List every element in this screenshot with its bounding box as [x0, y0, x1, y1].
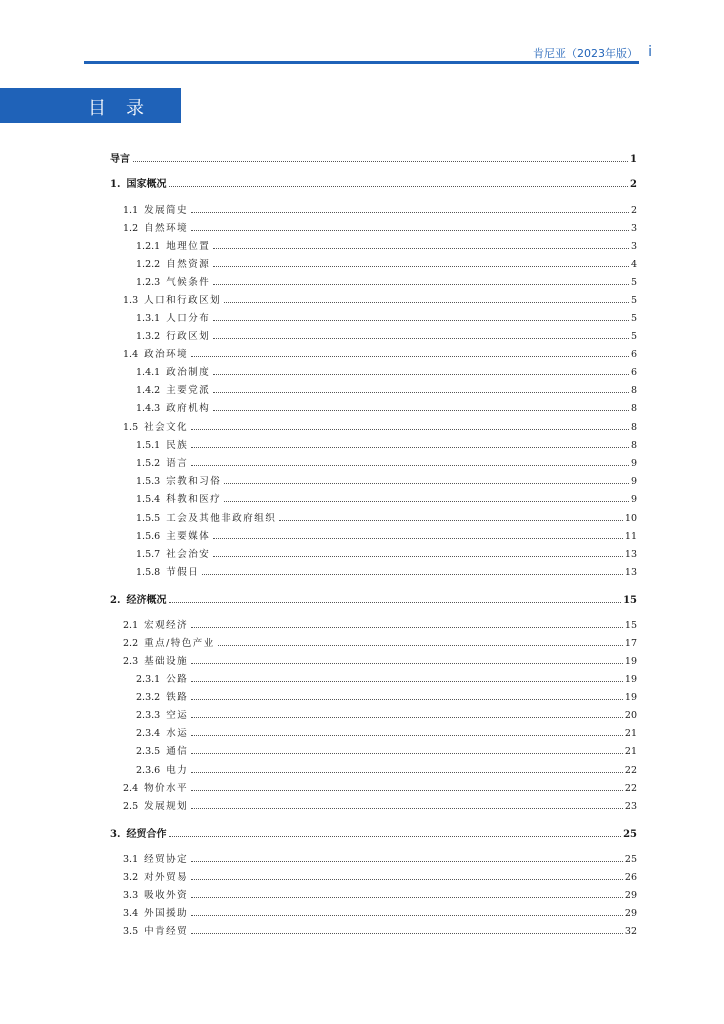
toc-entry[interactable]	[123, 798, 637, 812]
toc-entry-number: 2.3.1	[136, 674, 161, 685]
dot-leader	[191, 356, 629, 357]
toc-entry-number: 1.5.3	[136, 476, 161, 487]
toc-entry-label	[136, 256, 211, 270]
toc-entry-number: 1.2.3	[136, 277, 161, 288]
toc-entry-label	[136, 707, 189, 721]
toc-entry-page: 9	[630, 458, 637, 469]
dot-leader	[191, 861, 623, 862]
toc-entry-page: 32	[624, 926, 637, 937]
toc-entry-page: 15	[624, 620, 637, 631]
toc-entry-label	[110, 825, 167, 840]
toc-entry-page: 11	[624, 531, 637, 542]
toc-entry-number: 3.4	[123, 908, 139, 919]
toc-entry[interactable]	[136, 274, 637, 288]
toc-entry-number: 1.4.1	[136, 367, 161, 378]
dot-leader	[191, 681, 623, 682]
dot-leader	[191, 735, 623, 736]
toc-entry-number: 1.5	[123, 422, 139, 433]
toc-entry[interactable]	[136, 510, 637, 524]
toc-entry-label	[110, 175, 167, 190]
toc-entry[interactable]	[136, 546, 637, 560]
toc-entry[interactable]	[136, 256, 637, 270]
dot-leader	[213, 374, 629, 375]
toc-entry-number: 1.2.1	[136, 241, 161, 252]
toc-entry-number: 2.3.2	[136, 692, 161, 703]
toc-entry[interactable]	[136, 491, 637, 505]
toc-entry[interactable]	[136, 310, 637, 324]
toc-entry[interactable]	[110, 592, 637, 606]
toc-entry-title: 语言	[166, 458, 189, 469]
toc-entry-title: 宗教和习俗	[166, 476, 222, 487]
toc-entry-title: 经贸协定	[144, 854, 189, 865]
toc-entry-number: 2.	[110, 595, 121, 606]
toc-entry-title: 发展规划	[144, 801, 189, 812]
running-header-page-number: i	[648, 44, 652, 60]
toc-entry-label	[136, 382, 211, 396]
toc-entry-label	[136, 725, 189, 739]
toc-entry-title: 工会及其他非政府组织	[166, 513, 277, 524]
dot-leader	[213, 338, 629, 339]
toc-entry[interactable]	[136, 328, 637, 342]
toc-entry-page: 10	[624, 513, 637, 524]
dot-leader	[213, 538, 623, 539]
toc-entry-page: 25	[624, 854, 637, 865]
toc-entry-label	[136, 546, 211, 560]
dot-leader	[191, 699, 623, 700]
toc-entry-title: 导言	[110, 154, 130, 165]
toc-entry-number: 2.2	[123, 638, 139, 649]
toc-entry-title: 外国援助	[144, 908, 189, 919]
toc-entry-page: 5	[630, 295, 637, 306]
dot-leader	[213, 284, 629, 285]
toc-entry-page: 20	[624, 710, 637, 721]
dot-leader	[191, 627, 623, 628]
toc-entry-label	[136, 564, 200, 578]
toc-entry[interactable]	[123, 220, 637, 234]
toc-entry-number: 2.5	[123, 801, 139, 812]
toc-entry-number: 1.5.4	[136, 494, 161, 505]
toc-entry-label	[136, 671, 189, 685]
toc-entry-label	[110, 591, 167, 606]
dot-leader	[191, 897, 623, 898]
toc-entry-title: 电力	[166, 765, 189, 776]
dot-leader	[213, 248, 629, 249]
toc-entry-label	[136, 455, 189, 469]
toc-entry-page: 26	[624, 872, 637, 883]
toc-entry[interactable]	[136, 238, 637, 252]
toc-entry-number: 2.3.4	[136, 728, 161, 739]
toc-entry-label	[123, 923, 189, 937]
toc-entry-number: 1.5.6	[136, 531, 161, 542]
toc-entry-number: 3.1	[123, 854, 139, 865]
toc-entry-number: 3.3	[123, 890, 139, 901]
dot-leader	[191, 429, 629, 430]
toc-entry-page: 3	[630, 241, 637, 252]
toc-entry-number: 1.2	[123, 223, 139, 234]
dot-leader	[191, 933, 623, 934]
dot-leader	[213, 320, 629, 321]
toc-entry-title: 社会文化	[144, 422, 189, 433]
toc-entry[interactable]	[110, 826, 637, 840]
dot-leader	[133, 161, 628, 162]
toc-entry-title: 主要党派	[166, 385, 211, 396]
toc-entry-title: 政治环境	[144, 349, 189, 360]
toc-entry-number: 1.	[110, 179, 121, 190]
toc-entry-label	[123, 617, 189, 631]
toc-entry-number: 1.2.2	[136, 259, 161, 270]
toc-entry-page: 3	[630, 223, 637, 234]
dot-leader	[191, 790, 623, 791]
toc-entry-label	[123, 202, 189, 216]
toc-entry-number: 1.5.1	[136, 440, 161, 451]
toc-entry-number: 1.5.8	[136, 567, 161, 578]
toc-entry[interactable]	[123, 923, 637, 937]
toc-entry-title: 政治制度	[166, 367, 211, 378]
toc-entry-number: 1.5.5	[136, 513, 161, 524]
dot-leader	[213, 410, 629, 411]
toc-entry-number: 1.5.7	[136, 549, 161, 560]
toc-entry-label	[136, 762, 189, 776]
toc-entry-page: 21	[624, 746, 637, 757]
toc-entry-label	[136, 743, 189, 757]
toc-entry-number: 1.3.1	[136, 313, 161, 324]
toc-entry[interactable]	[123, 851, 637, 865]
toc-entry-number: 2.3.5	[136, 746, 161, 757]
toc-entry[interactable]	[110, 151, 637, 165]
toc-entry-title: 节假日	[166, 567, 200, 578]
toc-entry-number: 3.5	[123, 926, 139, 937]
toc-entry-label	[136, 491, 222, 505]
dot-leader	[224, 501, 629, 502]
toc-entry-label	[123, 346, 189, 360]
running-header-title: 肯尼亚（2023年版）	[533, 47, 638, 60]
toc-entry-page: 5	[630, 313, 637, 324]
toc-entry[interactable]	[123, 202, 637, 216]
toc-entry-title: 经贸合作	[126, 829, 167, 840]
toc-entry-page: 6	[630, 367, 637, 378]
dot-leader	[191, 772, 623, 773]
toc-entry-title: 气候条件	[166, 277, 211, 288]
toc-entry-title: 水运	[166, 728, 189, 739]
toc-entry-title: 行政区划	[166, 331, 211, 342]
toc-entry-number: 1.3	[123, 295, 139, 306]
dot-leader	[191, 915, 623, 916]
toc-entry[interactable]	[123, 869, 637, 883]
dot-leader	[191, 212, 629, 213]
toc-entry-title: 铁路	[166, 692, 189, 703]
dot-leader	[218, 645, 623, 646]
toc-entry-label	[123, 292, 222, 306]
toc-entry-title: 物价水平	[144, 783, 189, 794]
toc-entry-number: 1.4	[123, 349, 139, 360]
toc-entry[interactable]	[136, 564, 637, 578]
dot-leader	[191, 717, 623, 718]
toc-entry-label	[136, 473, 222, 487]
toc-entry-title: 重点/特色产业	[144, 638, 215, 649]
toc-entry-title: 主要媒体	[166, 531, 211, 542]
toc-entry[interactable]	[136, 707, 637, 721]
toc-entry-number: 1.4.2	[136, 385, 161, 396]
toc-entry-page: 15	[623, 595, 637, 606]
toc-entry-label	[123, 887, 189, 901]
toc-entry-label	[123, 869, 189, 883]
dot-leader	[213, 266, 629, 267]
toc-entry-title: 人口分布	[166, 313, 211, 324]
dot-leader	[213, 392, 629, 393]
toc-entry-number: 2.3.3	[136, 710, 161, 721]
toc-entry[interactable]	[110, 176, 637, 190]
toc-entry-label	[123, 905, 189, 919]
toc-entry-title: 政府机构	[166, 403, 211, 414]
toc-entry-page: 4	[630, 259, 637, 270]
toc-entry-page: 29	[624, 908, 637, 919]
toc-entry-page: 17	[624, 638, 637, 649]
toc-entry-title: 对外贸易	[144, 872, 189, 883]
toc-entry-page: 19	[624, 656, 637, 667]
toc-entry[interactable]	[136, 382, 637, 396]
toc-entry[interactable]	[136, 473, 637, 487]
dot-leader	[191, 808, 623, 809]
toc-entry[interactable]	[136, 364, 637, 378]
toc-entry-title: 基础设施	[144, 656, 189, 667]
toc-entry-label	[123, 798, 189, 812]
toc-entry-page: 9	[630, 494, 637, 505]
toc-entry-title: 发展简史	[144, 205, 189, 216]
toc-entry-label	[136, 364, 211, 378]
toc-entry-label	[123, 851, 189, 865]
toc-entry-title: 地理位置	[166, 241, 211, 252]
toc-entry-number: 1.3.2	[136, 331, 161, 342]
toc-entry-title: 经济概况	[126, 595, 167, 606]
toc-entry[interactable]	[123, 419, 637, 433]
dot-leader	[169, 186, 628, 187]
toc-entry-number: 2.3	[123, 656, 139, 667]
toc-entry-page: 8	[630, 385, 637, 396]
toc-entry-title: 中肯经贸	[144, 926, 189, 937]
toc-entry[interactable]	[136, 437, 637, 451]
dot-leader	[224, 302, 629, 303]
toc-entry-label	[123, 635, 216, 649]
toc-entry[interactable]	[136, 689, 637, 703]
toc-entry[interactable]	[136, 725, 637, 739]
toc-entry-title: 国家概况	[126, 179, 167, 190]
toc-entry-title: 空运	[166, 710, 189, 721]
toc-entry-number: 2.4	[123, 783, 139, 794]
dot-leader	[191, 753, 623, 754]
toc-entry-label	[123, 780, 189, 794]
toc-entry-page: 13	[624, 567, 637, 578]
toc-entry-number: 3.2	[123, 872, 139, 883]
toc-entry[interactable]	[123, 780, 637, 794]
toc-entry-number: 3.	[110, 829, 121, 840]
dot-leader	[191, 230, 629, 231]
toc-entry-number: 2.1	[123, 620, 139, 631]
toc-entry[interactable]	[136, 762, 637, 776]
dot-leader	[191, 465, 629, 466]
toc-entry-label	[110, 150, 131, 165]
toc-entry[interactable]	[123, 635, 637, 649]
toc-entry-page: 22	[624, 765, 637, 776]
toc-entry-page: 8	[630, 403, 637, 414]
toc-entry-page: 22	[624, 783, 637, 794]
toc-entry-page: 2	[630, 179, 637, 190]
toc-entry-page: 5	[630, 331, 637, 342]
toc-entry[interactable]	[123, 653, 637, 667]
toc-entry-label	[136, 400, 211, 414]
toc-entry-title: 科教和医疗	[166, 494, 222, 505]
toc-entry-label	[123, 419, 189, 433]
dot-leader	[191, 663, 623, 664]
toc-entry-page: 25	[623, 829, 637, 840]
toc-entry-title: 社会治安	[166, 549, 211, 560]
toc-entry-page: 9	[630, 476, 637, 487]
toc-entry[interactable]	[136, 671, 637, 685]
toc-entry-page: 8	[630, 422, 637, 433]
toc-entry-label	[136, 238, 211, 252]
toc-entry-label	[136, 310, 211, 324]
toc-entry-title: 吸收外资	[144, 890, 189, 901]
toc-entry-label	[136, 689, 189, 703]
toc-entry-title: 自然环境	[144, 223, 189, 234]
toc-entry-page: 13	[624, 549, 637, 560]
toc-entry-page: 5	[630, 277, 637, 288]
toc-entry-page: 19	[624, 674, 637, 685]
dot-leader	[279, 520, 623, 521]
toc-entry-number: 1.5.2	[136, 458, 161, 469]
toc-entry[interactable]	[136, 455, 637, 469]
toc-entry-page: 19	[624, 692, 637, 703]
toc-entry-label	[136, 528, 211, 542]
dot-leader	[191, 447, 629, 448]
toc-entry-number: 2.3.6	[136, 765, 161, 776]
toc-entry[interactable]	[123, 905, 637, 919]
toc-entry-label	[123, 220, 189, 234]
toc-entry[interactable]	[123, 887, 637, 901]
toc-entry-title: 民族	[166, 440, 189, 451]
toc-entry-title: 通信	[166, 746, 189, 757]
toc-entry[interactable]	[136, 743, 637, 757]
toc-entry-title: 人口和行政区划	[144, 295, 222, 306]
toc-entry-page: 29	[624, 890, 637, 901]
toc-entry-label	[136, 437, 189, 451]
toc-entry-page: 8	[630, 440, 637, 451]
dot-leader	[224, 483, 629, 484]
dot-leader	[169, 836, 621, 837]
dot-leader	[169, 602, 621, 603]
toc-entry-page: 23	[624, 801, 637, 812]
toc-entry-page: 2	[630, 205, 637, 216]
toc-entry-number: 1.4.3	[136, 403, 161, 414]
toc-entry[interactable]	[136, 528, 637, 542]
toc-entry-label	[123, 653, 189, 667]
toc-entry-page: 6	[630, 349, 637, 360]
dot-leader	[213, 556, 623, 557]
toc-entry-title: 宏观经济	[144, 620, 189, 631]
toc-entry-page: 1	[630, 154, 637, 165]
toc-entry-page: 21	[624, 728, 637, 739]
toc-entry[interactable]	[123, 346, 637, 360]
toc-entry-label	[136, 328, 211, 342]
toc-entry[interactable]	[123, 617, 637, 631]
toc-entry[interactable]	[136, 400, 637, 414]
toc-entry-title: 自然资源	[166, 259, 211, 270]
toc-entry-number: 1.1	[123, 205, 139, 216]
toc-entry-title: 公路	[166, 674, 189, 685]
dot-leader	[191, 879, 623, 880]
toc-entry[interactable]	[123, 292, 637, 306]
toc-heading: 目录	[88, 98, 164, 119]
toc-entry-label	[136, 510, 277, 524]
dot-leader	[202, 574, 623, 575]
toc-entry-label	[136, 274, 211, 288]
